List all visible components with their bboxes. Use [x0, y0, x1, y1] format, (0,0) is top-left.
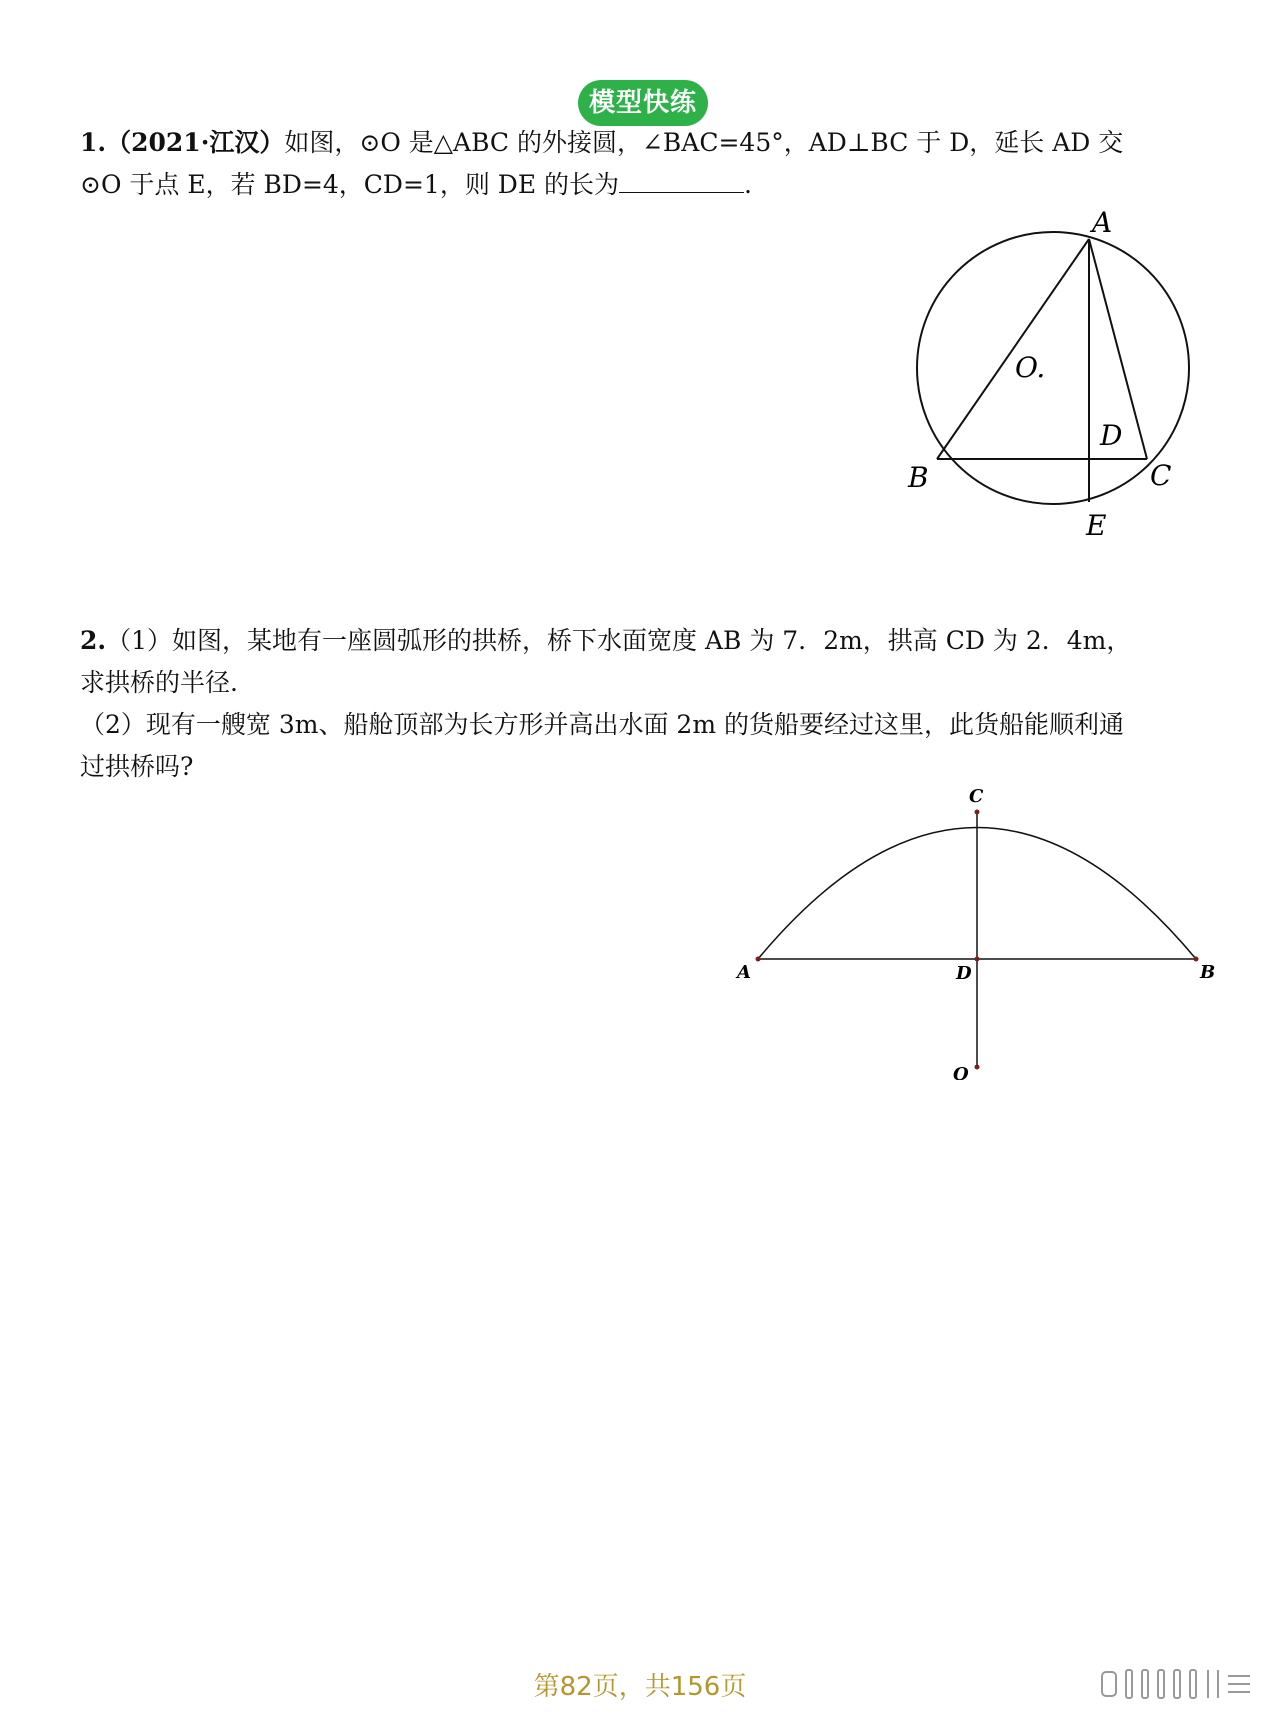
barcode-mark [1100, 1666, 1260, 1702]
section-badge: 模型快练 [578, 80, 708, 126]
point-A [756, 957, 761, 962]
question-1-text-1: 如图，⊙O 是△ABC 的外接圆，∠BAC=45°，AD⊥BC 于 D，延长 AD 交 [284, 128, 1124, 157]
answer-blank[interactable] [619, 168, 744, 193]
point-D [975, 957, 980, 962]
question-2-line-3: （2）现有一艘宽 3m、船舱顶部为长方形并高出水面 2m 的货船要经过这里，此货船能顺利通 [80, 710, 1124, 739]
arch-bridge-figure [730, 780, 1220, 1080]
question-2-line-4: 过拱桥吗? [80, 752, 194, 781]
label-O: O. [1015, 351, 1046, 384]
question-1 [80, 122, 1205, 206]
question-2 [80, 620, 1205, 788]
label-D: D [956, 963, 972, 984]
label-D: D [1100, 419, 1123, 452]
question-2-line-1 [80, 620, 1205, 662]
circumcircle [917, 232, 1189, 504]
question-number: 2. [80, 626, 107, 655]
side-AB [937, 239, 1089, 459]
question-1-line-1 [80, 122, 1205, 164]
point-B [1194, 957, 1199, 962]
question-number: 1. [80, 128, 107, 157]
point-O [975, 1065, 980, 1070]
label-A: A [737, 962, 751, 983]
page-number: 第82页，共156页 [533, 1672, 747, 1702]
label-O: O [953, 1064, 969, 1080]
question-2-line-2: 求拱桥的半径. [80, 668, 238, 697]
circle-triangle-figure [890, 205, 1210, 545]
question-source: （2021·江汉） [106, 128, 285, 157]
question-1-end: . [744, 170, 752, 199]
label-B: B [1200, 962, 1216, 983]
question-1-line-2 [80, 164, 1205, 206]
point-C [975, 810, 980, 815]
question-1-text-2: ⊙O 于点 E，若 BD=4，CD=1，则 DE 的长为 [80, 170, 620, 199]
label-B: B [908, 461, 929, 494]
label-E: E [1086, 509, 1107, 542]
label-C: C [969, 786, 984, 807]
question-2-part-1a: （1）如图，某地有一座圆弧形的拱桥，桥下水面宽度 AB 为 7．2m，拱高 CD 为 2．4m， [106, 626, 1132, 655]
label-C: C [1150, 459, 1172, 492]
label-A: A [1092, 206, 1113, 239]
